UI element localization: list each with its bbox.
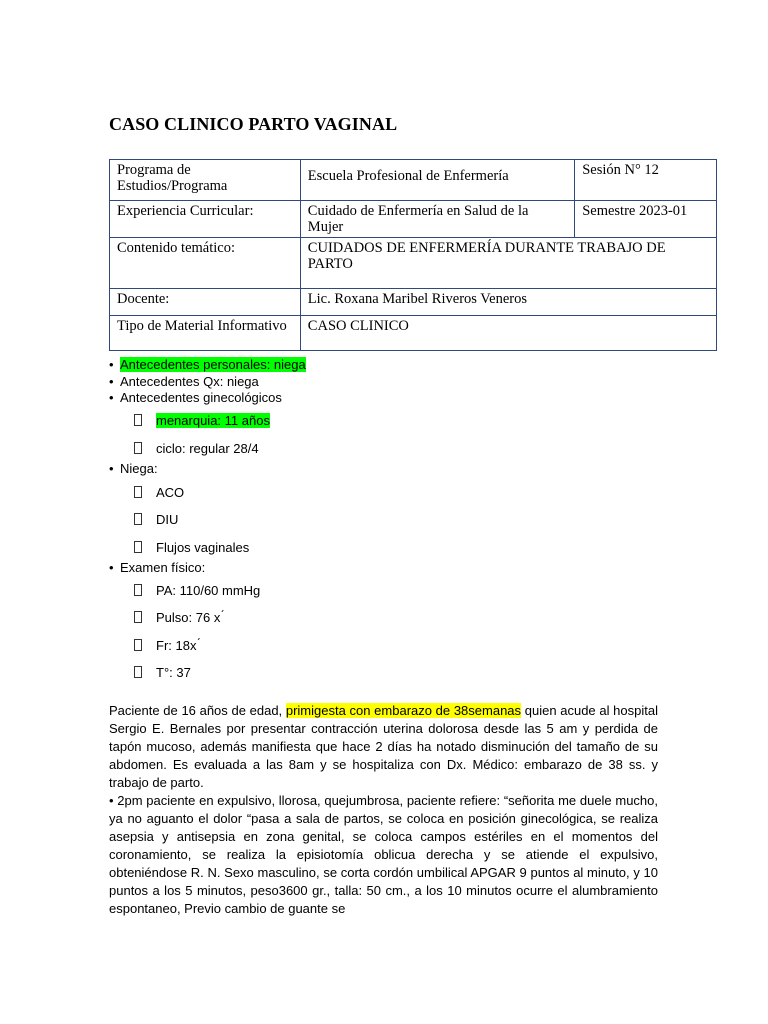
- case-text: quien acude al hospital Sergio E. Bernales por presentar contracción uterina dolorosa desde las 5 am y perdida de tapón mucoso, además manifiesta que hace 2 días ha notado disminución del tamaño de su abdomen. Es evaluada a las 8am y se hospitaliza con Dx. Médico: embarazo de 38 ss. y trabajo de parto.: [109, 703, 658, 790]
- history-examen: Examen físico:: [120, 560, 206, 575]
- checkbox-icon: [134, 513, 142, 525]
- case-narrative: [109, 702, 658, 918]
- list-item: [134, 512, 178, 527]
- bullet-icon: •: [109, 374, 114, 389]
- history-gineco: Antecedentes ginecológicos: [120, 390, 282, 405]
- list-item: [109, 560, 205, 575]
- highlighted-text: primigesta con embarazo de 38semanas: [285, 703, 522, 718]
- list-item: [134, 413, 270, 428]
- table-row: [110, 289, 717, 316]
- bullet-icon: •: [109, 461, 114, 476]
- table-cell: Escuela Profesional de Enfermería: [300, 160, 574, 201]
- list-item: [134, 485, 184, 500]
- niega-item: ACO: [156, 485, 185, 500]
- checkbox-icon: [134, 442, 142, 454]
- list-item: [109, 461, 158, 476]
- table-row: [110, 160, 717, 201]
- table-cell: Tipo de Material Informativo: [110, 316, 301, 351]
- list-item: [134, 610, 224, 625]
- list-item: [134, 441, 259, 456]
- course-info-table: [109, 159, 717, 351]
- table-row: [110, 316, 717, 351]
- examen-item: Fr: 18x ́: [156, 638, 201, 653]
- table-cell: Sesión N° 12: [575, 160, 717, 201]
- table-cell: Experiencia Curricular:: [110, 201, 301, 238]
- examen-item: Pulso: 76 x ́: [156, 610, 224, 625]
- case-paragraph: • 2pm paciente en expulsivo, llorosa, quejumbrosa, paciente refiere: “señorita me duele mucho, ya no aguanto el dolor “pasa a sala de partos, se coloca en posición ginecológica, se realiza asepsia y antisepsia en zona genital, se coloca campos estériles en el momentos del coronamiento, se realiza la episiotomía oblicua derecha y se atiende el expulsivo, obteniéndose R. N. Sexo masculino, se corta cordón umbilical APGAR 9 puntos al minuto, y 10 puntos a los 5 minutos, peso3600 gr., talla: 50 cm., a los 10 minutos ocurre el alumbramiento espontaneo, Previo cambio de guante se: [109, 793, 658, 916]
- checkbox-icon: [134, 611, 142, 623]
- table-cell: CUIDADOS DE ENFERMERÍA DURANTE TRABAJO DE PARTO: [300, 238, 716, 289]
- history-niega: Niega:: [120, 461, 158, 476]
- table-cell: Cuidado de Enfermería en Salud de la Mujer: [300, 201, 574, 238]
- document-title: CASO CLINICO PARTO VAGINAL: [109, 114, 398, 134]
- list-item: [134, 665, 191, 680]
- niega-item: Flujos vaginales: [156, 540, 250, 555]
- table-cell: Semestre 2023-01: [575, 201, 717, 238]
- table-cell: Docente:: [110, 289, 301, 316]
- niega-item: DIU: [156, 512, 179, 527]
- gineco-item: ciclo: regular 28/4: [156, 441, 259, 456]
- checkbox-icon: [134, 666, 142, 678]
- list-item: [109, 390, 282, 405]
- case-text: Paciente de 16 años de edad,: [109, 703, 286, 718]
- list-item: [134, 540, 249, 555]
- checkbox-icon: [134, 414, 142, 426]
- table-cell: Programa de Estudios/Programa: [110, 160, 301, 201]
- table-row: [110, 238, 717, 289]
- examen-item: T°: 37: [156, 665, 191, 680]
- table-cell: Lic. Roxana Maribel Riveros Veneros: [300, 289, 716, 316]
- table-cell: CASO CLINICO: [300, 316, 716, 351]
- case-paragraph: [109, 702, 658, 792]
- checkbox-icon: [134, 639, 142, 651]
- bullet-icon: •: [109, 560, 114, 575]
- table-cell: Contenido temático:: [110, 238, 301, 289]
- bullet-icon: •: [109, 357, 114, 372]
- table-row: [110, 201, 717, 238]
- list-item: [134, 638, 200, 653]
- list-item: [109, 374, 259, 389]
- examen-item: PA: 110/60 mmHg: [156, 583, 261, 598]
- list-item: [109, 357, 306, 372]
- history-personales: Antecedentes personales: niega: [120, 357, 306, 372]
- checkbox-icon: [134, 541, 142, 553]
- checkbox-icon: [134, 584, 142, 596]
- checkbox-icon: [134, 486, 142, 498]
- list-item: [134, 583, 260, 598]
- gineco-item: menarquia: 11 años: [156, 413, 270, 428]
- bullet-icon: •: [109, 390, 114, 405]
- history-qx: Antecedentes Qx: niega: [120, 374, 259, 389]
